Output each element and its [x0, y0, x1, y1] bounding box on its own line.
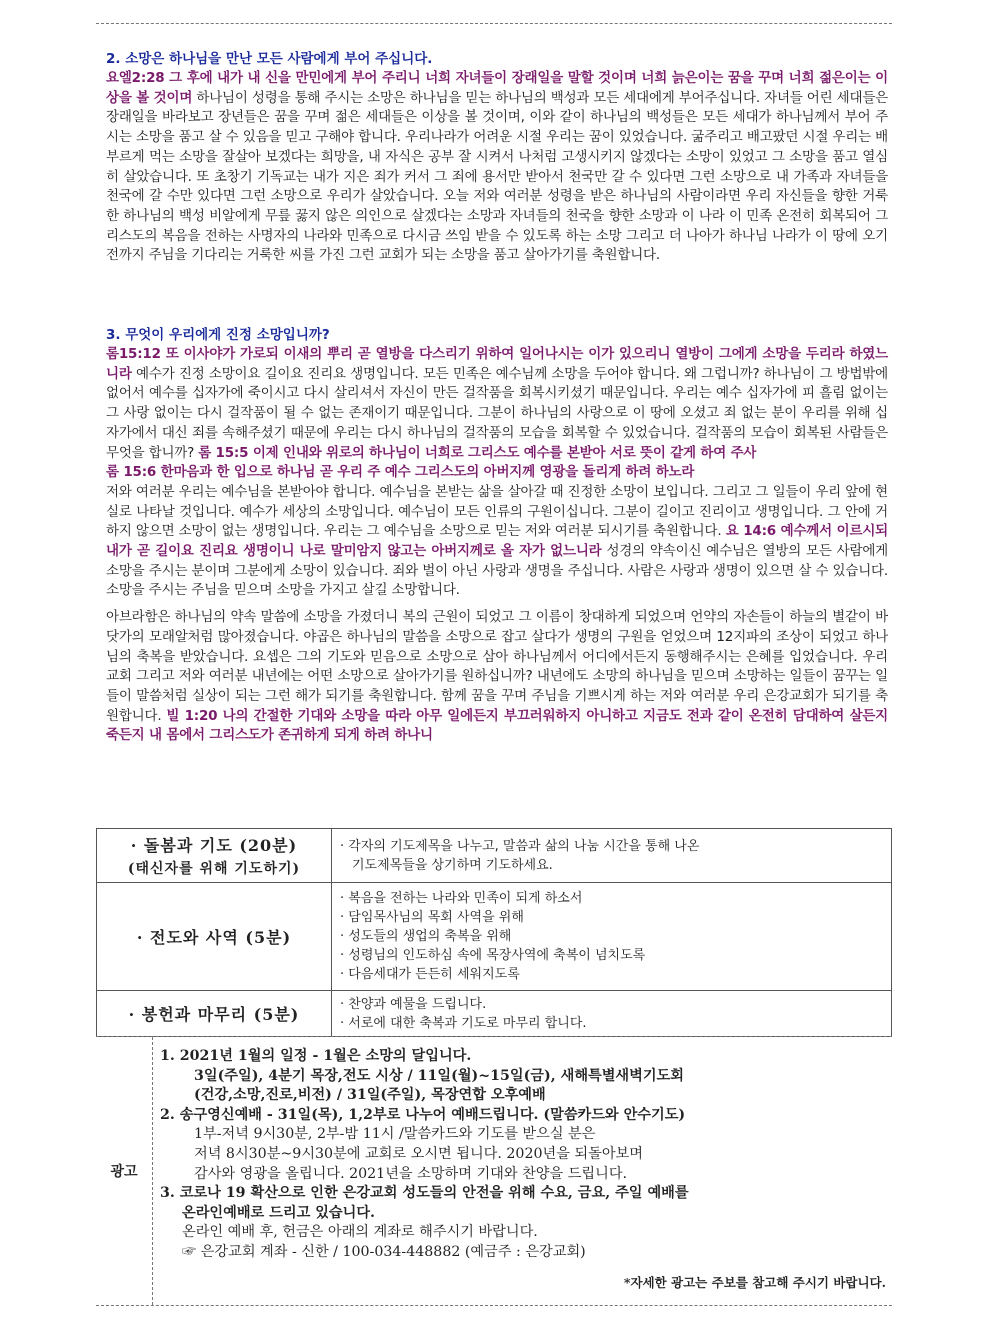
announcement-3: 3. 코로나 19 확산으로 인한 은강교회 성도들의 안전을 위해 수요, 금요, 주일 예배를 — [160, 1185, 689, 1202]
table-row-content — [332, 829, 892, 883]
table-row-content — [332, 883, 892, 991]
section-2 — [106, 50, 888, 266]
list-item: · 성도들의 생업의 축복을 위해 — [340, 929, 512, 944]
list-item: · 각자의 기도제목을 나누고, 말씀과 삶의 나눔 시간을 통해 나온 — [340, 838, 700, 854]
section-3-text-1 — [106, 345, 888, 463]
section-3-body-1: 예수가 진정 소망이요 길이요 진리요 생명입니다. 모든 민족은 예수님께 소망을 두어야 합니다. 왜 그럽니까? 하나님이 그 방법밖에 없어서 예수를 십자가에 죽이시고 다시 살리셔서 자신이 만든 걸작품을 회복시키셨기 때문입니다. 우리는 예수 십자가에 피 흘림 없이는 그 사랑 없이는 다시 걸작품이 될 수 없는 존재이기 때문입니다. 그분이 하나님의 사랑으로 이 땅에 오셨고 죄 없는 분이 우리를 위해 십자가에서 대신 죄를 속해주셨기 때문에 우리는 다시 하나님의 걸작품의 모습을 회복할 수 있었습니다. 걸작품의 모습이 회복된 사람들은 무엇을 합니까? — [106, 365, 888, 461]
table-row-label — [97, 829, 332, 883]
list-item: · 담임목사님의 목회 사역을 위해 — [340, 910, 524, 925]
announcements-note: *자세한 광고는 주보를 참고해 주시기 바랍니다. — [623, 1275, 886, 1290]
section-3-text-3 — [106, 483, 888, 601]
care-prayer-sublabel: (태신자를 위해 기도하기) — [127, 861, 301, 877]
care-prayer-label: · 돌봄과 기도 (20분) — [130, 836, 298, 855]
table-row — [97, 991, 892, 1037]
section-3-body-4: 아브라함은 하나님의 약속 말씀에 소망을 가졌더니 복의 근원이 되었고 그 이름이 창대하게 되었으며 언약의 자손들이 하늘의 별같이 바닷가의 모래알처럼 많아졌습니다. 야곱은 하나님의 말씀을 소망으로 잡고 살다가 생명의 구원을 얻었으며 12지파의 조상이 되었고 하나님의 축복을 받았습니다. 요셉은 그의 기도와 믿음으로 소망으로 삼아 하나님께서 어디에서든지 동행해주시는 은혜를 입었습니다. 우리 교회 그리고 저와 여러분 내년에는 어떤 소망으로 살아가기를 원하십니까? 내년에도 소망의 하나님을 믿으며 소망하는 일들이 꿈꾸는 일들이 말씀처럼 실상이 되는 그런 해가 되기를 축원합니다. 함께 꿈을 꾸며 주님을 기쁘시게 하는 저와 여러분 우리 은강교회가 되기를 축원합니다. — [106, 609, 888, 724]
announcement-2-line: 감사와 영광을 올립니다. 2021년을 소망하며 기대와 찬양을 드립니다. — [194, 1165, 628, 1182]
section-2-heading: 2. 소망은 하나님을 만난 모든 사람에게 부어 주십니다. — [106, 51, 433, 67]
announcement-3-line: 온라인 예배 후, 헌금은 아래의 계좌로 해주시기 바랍니다. — [182, 1224, 538, 1241]
bank-account-line: ☞ 은강교회 계좌 - 신한 / 100-034-448882 (예금주 : 은강교회) — [182, 1243, 586, 1260]
verse-rom-15-5: 롬 15:5 이제 인내와 위로의 하나님이 너희로 그리스도 예수를 본받아 서로 뜻이 같게 하여 주사 — [198, 444, 757, 461]
announcements-body — [160, 1047, 888, 1263]
verse-rom-15-6: 롬 15:6 한마음과 한 입으로 하나님 곧 우리 주 예수 그리스도의 아버지께 영광을 돌리게 하려 하노라 — [106, 464, 695, 481]
list-item: 기도제목들을 상기하며 기도하세요. — [352, 857, 553, 873]
evangelism-label: · 전도와 사역 (5분) — [136, 928, 292, 947]
announcement-2-line: 저녁 8시30분~9시30분에 교회로 오시면 됩니다. 2020년을 되돌아보며 — [194, 1145, 643, 1162]
list-item: · 성령님의 인도하심 속에 목장사역에 축복이 넘치도록 — [340, 948, 646, 963]
table-row-label — [97, 883, 332, 991]
verse-rom-15-12: 롬15:12 또 이사야가 가로되 이새의 뿌리 곧 열방을 다스리기 위하여 일어나시는 이가 있으리니 열방이 그에게 소망을 두리라 하였느니라 — [106, 346, 888, 382]
table-row — [97, 883, 892, 991]
list-item: · 복음을 전하는 나라와 민족이 되게 하소서 — [340, 891, 583, 906]
announcement-2: 2. 송구영신예배 - 31일(목), 1,2부로 나누어 예배드립니다. (말씀카드와 안수기도) — [160, 1106, 686, 1123]
section-3-heading: 3. 무엇이 우리에게 진정 소망입니까? — [106, 327, 330, 343]
announcement-1: 1. 2021년 1월의 일정 - 1월은 소망의 달입니다. — [160, 1048, 472, 1064]
section-3-body-2: 저와 여러분 우리는 예수님을 본받아야 합니다. 예수님을 본받는 삶을 살아갈 때 진정한 소망이 보입니다. 그리고 그 일들이 우리 앞에 현실로 나타날 것입니다. 예수가 세상의 소망입니다. 예수님이 모든 인류의 구원이십니다. 그분이 길이고 진리이고 생명입니다. 그 안에 거하지 않으면 소망이 없는 생명입니다. 우리는 그 예수님을 소망으로 믿는 저와 여러분 되시기를 축원합니다. — [106, 483, 888, 540]
verse-phil-1-20: 빌 1:20 나의 간절한 기대와 소망을 따라 아무 일에든지 부끄러워하지 아니하고 지금도 전과 같이 온전히 담대하여 살든지 죽든지 내 몸에서 그리스도가 존귀하게 되게 하려 하나니 — [106, 707, 889, 744]
announcement-3-line: 온라인예배로 드리고 있습니다. — [182, 1204, 375, 1221]
section-2-body: 하나님이 성령을 통해 주시는 소망은 하나님을 믿는 하나님의 백성과 모든 세대에게 부어주십니다. 자녀들 어린 세대들은 장래일을 바라보고 장년들은 꿈을 꾸며 젊은 세대들은 이상을 볼 것이며, 이와 같이 하나님의 백성들은 모든 세대가 하나님께서 부어 주시는 소망을 품고 살 수 있음을 믿고 구해야 합니다. 우리나라가 어려운 시절 우리는 꿈이 있었습니다. 굶주리고 배고팠던 시절 우리는 배부르게 먹는 소망을 잘살아 보겠다는 희망을, 내 자식은 공부 잘 시켜서 나처럼 고생시키지 않겠다는 소망이 있었고 그 소망을 품고 열심히 살았습니다. 또 초창기 기독교는 내가 지은 죄가 커서 그 죄에 용서만 받아서 천국만 갈 수 있다면 그런 소망으로 내 가족과 자녀들을 천국에 갈 수만 있다면 그런 소망으로 우리가 살았습니다. 오늘 저와 여러분 성령을 받은 하나님의 사람이라면 우리 자신들을 향한 거룩한 하나님의 백성 비알에게 무릎 꿇지 않은 의인으로 살겠다는 소망과 자녀들의 천국을 향한 소망과 이 나라 이 민족 온전히 회복되어 그리스도의 복음을 전하는 사명자의 나라와 민족으로 다시금 쓰임 받을 수 있도록 하는 소망 그리고 더 나아가 하나님 나라가 이 땅에 오기 전까지 주님을 기다리는 거룩한 씨를 가진 그런 교회가 되는 소망을 품고 살아가기를 축원합니다. — [106, 89, 889, 264]
table-row-label — [97, 991, 332, 1037]
list-item: · 다음세대가 든든히 세워지도록 — [340, 967, 520, 982]
offering-label: · 봉헌과 마무리 (5분) — [128, 1005, 300, 1024]
top-divider — [96, 23, 892, 24]
section-3 — [106, 326, 888, 746]
list-item: · 찬양과 예물을 드립니다. — [340, 996, 487, 1012]
section-3-text-2 — [106, 463, 888, 483]
section-3-text-4 — [106, 608, 888, 746]
announcement-2-line: 1부-저녁 9시30분, 2부-밤 11시 /말씀카드와 기도를 받으실 분은 — [194, 1126, 596, 1143]
announcement-1-line: (건강,소망,진로,비전) / 31일(주일), 목장연합 오후예배 — [194, 1087, 546, 1104]
verse-john-14-6: 요 14:6 예수께서 이르시되 내가 곧 길이요 진리요 생명이니 나로 말미암지 않고는 아버지께로 올 자가 없느니라 — [106, 523, 888, 560]
table-row-content — [332, 991, 892, 1037]
list-item: · 서로에 대한 축복과 기도로 마무리 합니다. — [340, 1015, 587, 1031]
table-row — [97, 829, 892, 883]
announcement-1-line: 3일(주일), 4분기 목장,전도 시상 / 11일(월)~15일(금), 새해특별새벽기도회 — [194, 1067, 684, 1084]
announcements-label: 광고 — [96, 1037, 153, 1305]
announcements — [96, 1036, 892, 1306]
section-2-text — [106, 69, 888, 266]
verse-joel: 요엘2:28 그 후에 내가 내 신을 만민에게 부어 주리니 너희 자녀들이 장래일을 말할 것이며 너희 늙은이는 꿈을 꾸며 너희 젊은이는 이상을 볼 것이며 — [106, 70, 888, 106]
section-3-body-3: 성경의 약속이신 예수님은 열방의 모든 사람에게 소망을 주시는 분이며 그분에게 소망이 있습니다. 죄와 벌이 아닌 사랑과 생명을 주십니다. 사람은 사랑과 생명이 있으면 살 수 있습니다. 소망을 주시는 주님을 믿으며 소망을 가지고 살길 소망합니다. — [106, 543, 888, 599]
meeting-order-table — [96, 828, 892, 1037]
